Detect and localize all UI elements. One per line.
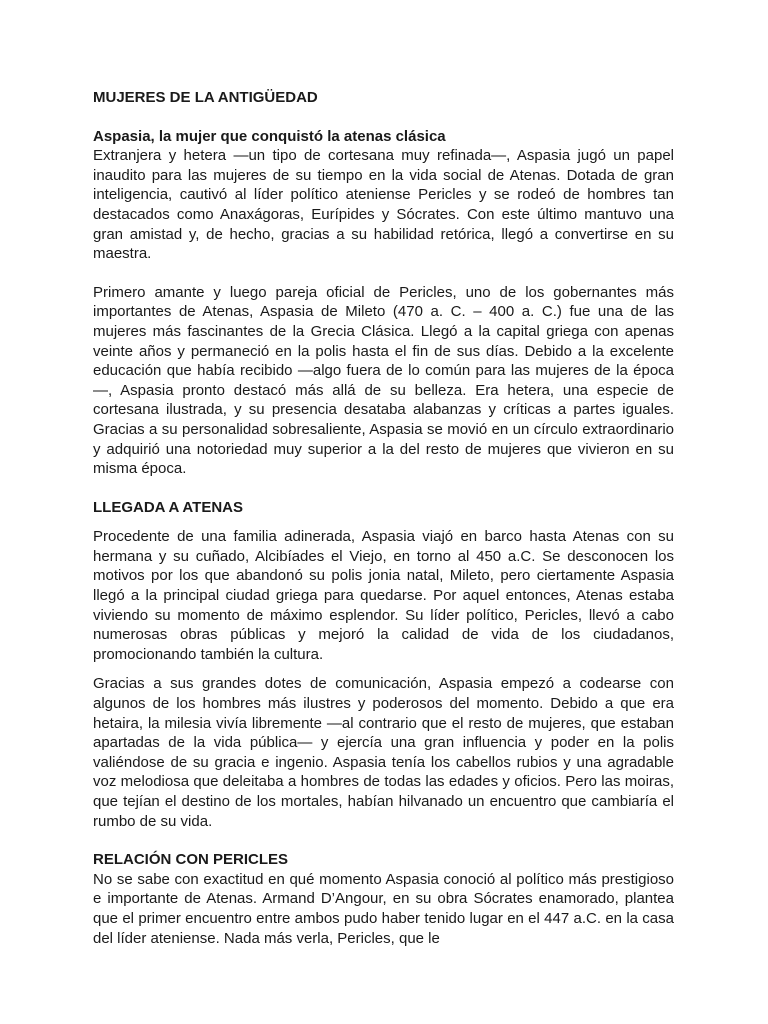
document-title: MUJERES DE LA ANTIGÜEDAD bbox=[93, 89, 318, 106]
paragraph: Gracias a sus grandes dotes de comunicación, Aspasia empezó a codearse con algunos de los hombres más ilustres y poderosos del momento. Debido a que era hetaira, la milesia vivía libremente —al contrario que el resto de mujeres, que estaban apartadas de la vida pública— y ejercía una gran influencia y poder en la polis valiéndose de su gracia e ingenio. Aspasia tenía los cabellos rubios y una agradable voz melodiosa que deleitaba a hombres de todas las edades y oficios. Pero las moiras, que tejían el destino de los mortales, habían hilvanado un encuentro que cambiaría el rumbo de su vida. bbox=[93, 675, 674, 830]
paragraph: Procedente de una familia adinerada, Aspasia viajó en barco hasta Atenas con su hermana y su cuñado, Alcibíades el Viejo, en torno al 450 a.C. Se desconocen los motivos por los que abandonó su polis jonia natal, Mileto, pero ciertamente Aspasia llegó a la principal ciudad griega para quedarse. Por aquel entonces, Atenas estaba viviendo su momento de máximo esplendor. Su líder político, Pericles, llevó a cabo numerosas obras públicas y mejoró la calidad de vida de los ciudadanos, promocionando también la cultura. bbox=[93, 528, 674, 663]
section-heading-relacion: RELACIÓN CON PERICLES bbox=[93, 851, 289, 869]
paragraph: Extranjera y hetera —un tipo de cortesana muy refinada—, Aspasia jugó un papel inaudito para las mujeres de su tiempo en la vida social de Atenas. Dotada de gran inteligencia, cautivó al líder político ateniense Pericles y se rodeó de hombres tan destacados como Anaxágoras, Eurípides y Sócrates. Con este último mantuvo una gran amistad y, de hecho, gracias a su habilidad retórica, llegó a convertirse en su maestra. bbox=[93, 147, 674, 263]
section-heading-aspasia: Aspasia, la mujer que conquistó la atenas clásica bbox=[93, 127, 446, 145]
paragraph: No se sabe con exactitud en qué momento Aspasia conoció al político más prestigioso e importante de Atenas. Armand D’Angour, en su obra Sócrates enamorado, plantea que el primer encuentro entre ambos pudo haber tenido lugar en el 447 a.C. en la casa del líder ateniense. Nada más verla, Pericles, que le bbox=[93, 870, 674, 947]
section-heading-llegada: LLEGADA A ATENAS bbox=[93, 498, 243, 516]
document-page bbox=[93, 88, 674, 948]
paragraph: Primero amante y luego pareja oficial de Pericles, uno de los gobernantes más importantes de Atenas, Aspasia de Mileto (470 a. C. – 400 a. C.) fue una de las mujeres más fascinantes de la Grecia Clásica. Llegó a la capital griega con apenas veinte años y permaneció en la polis hasta el fin de sus días. Debido a la excelente educación que había recibido —algo fuera de lo común para las mujeres de la época—, Aspasia pronto destacó más allá de su belleza. Era hetera, una especie de cortesana ilustrada, y su presencia desataba alabanzas y críticas a partes iguales. Gracias a su personalidad sobresaliente, Aspasia se movió en un círculo extraordinario y adquirió una notoriedad muy superior a la del resto de mujeres que vivieron en su misma época. bbox=[93, 283, 674, 478]
